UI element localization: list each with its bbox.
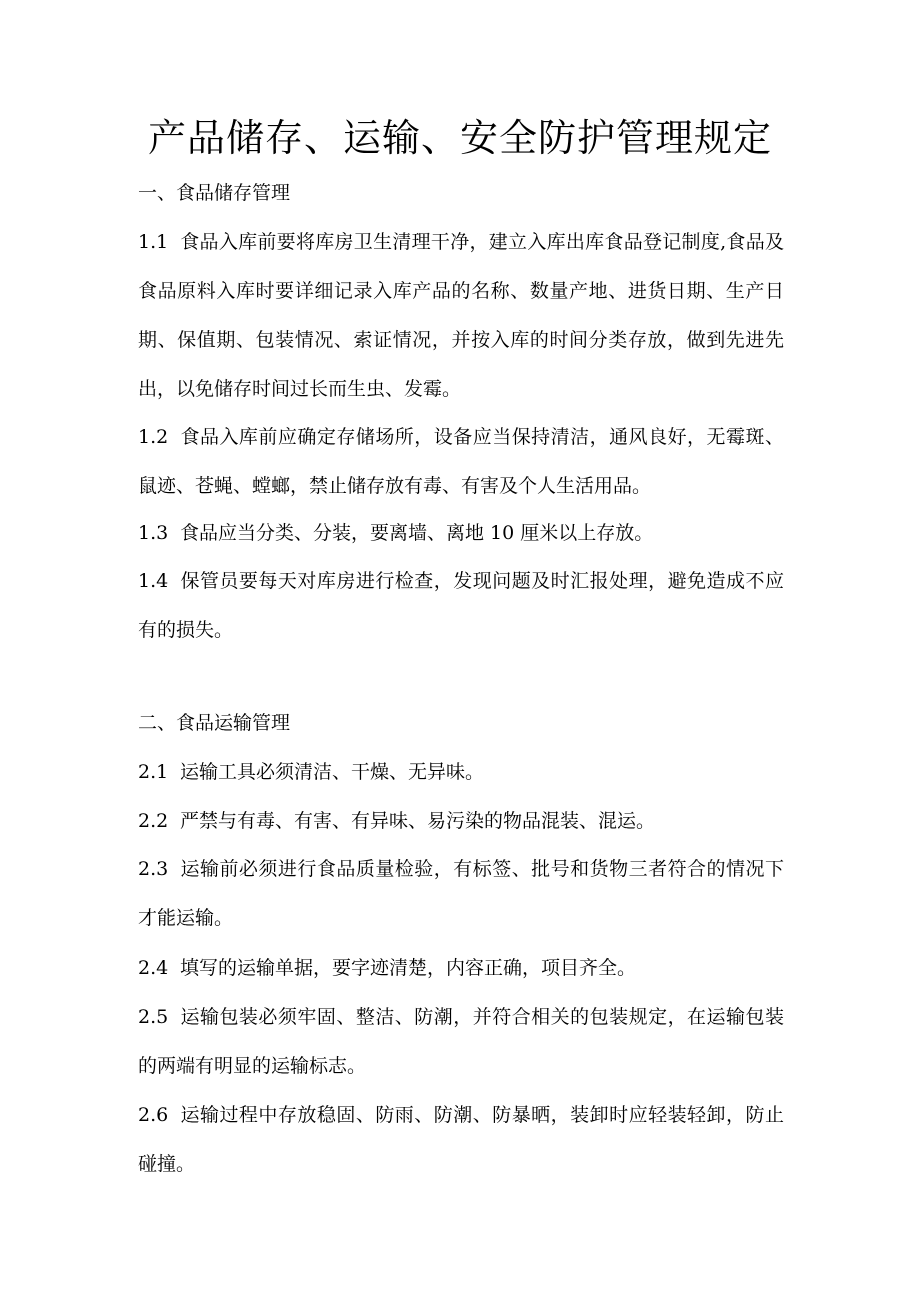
clause-1-3 bbox=[138, 509, 784, 558]
clause-number: 2.6 bbox=[138, 1104, 169, 1126]
clause-number: 2.2 bbox=[138, 810, 169, 832]
clause-2-1 bbox=[138, 748, 784, 797]
clause-number: 1.3 bbox=[138, 522, 169, 544]
clause-text: 运输包装必须牢固、整洁、防潮，并符合相关的包装规定，在运输包装的两端有明显的运输标志。 bbox=[138, 1006, 784, 1077]
clause-2-6 bbox=[138, 1091, 784, 1189]
clause-2-2 bbox=[138, 797, 784, 846]
clause-text: 运输工具必须清洁、干燥、无异味。 bbox=[180, 761, 485, 783]
clause-text: 食品入库前应确定存储场所，设备应当保持清洁，通风良好，无霉斑、鼠迹、苍蝇、螳螂，禁止储存放有毒、有害及个人生活用品。 bbox=[138, 426, 784, 497]
clause-number: 2.1 bbox=[138, 761, 169, 783]
clause-text: 食品入库前要将库房卫生清理干净，建立入库出库食品登记制度,食品及食品原料入库时要详细记录入库产品的名称、数量产地、进货日期、生产日期、保值期、包装情况、索证情况，并按入库的时间分类存放，做到先进先出，以免储存时间过长而生虫、发霉。 bbox=[138, 231, 784, 400]
clause-number: 2.5 bbox=[138, 1006, 169, 1028]
clause-number: 1.1 bbox=[138, 231, 169, 253]
clause-number: 1.2 bbox=[138, 426, 169, 448]
clause-1-2 bbox=[138, 413, 784, 511]
clause-2-4 bbox=[138, 944, 784, 993]
clause-number: 2.4 bbox=[138, 957, 169, 979]
section-heading-transport: 二、食品运输管理 bbox=[138, 712, 291, 734]
clause-text: 保管员要每天对库房进行检查，发现问题及时汇报处理，避免造成不应有的损失。 bbox=[138, 570, 784, 641]
clause-text: 运输前必须进行食品质量检验，有标签、批号和货物三者符合的情况下才能运输。 bbox=[138, 858, 784, 929]
clause-number: 1.4 bbox=[138, 570, 169, 592]
section-heading-storage: 一、食品储存管理 bbox=[138, 182, 291, 204]
clause-text: 运输过程中存放稳固、防雨、防潮、防暴晒，装卸时应轻装轻卸，防止碰撞。 bbox=[138, 1104, 784, 1175]
clause-2-5 bbox=[138, 993, 784, 1091]
clause-text: 填写的运输单据，要字迹清楚，内容正确，项目齐全。 bbox=[180, 957, 637, 979]
clause-1-4 bbox=[138, 557, 784, 655]
clause-number: 2.3 bbox=[138, 858, 169, 880]
page-title: 产品储存、运输、安全防护管理规定 bbox=[147, 116, 772, 160]
clause-2-3 bbox=[138, 845, 784, 943]
clause-text: 严禁与有毒、有害、有异味、易污染的物品混装、混运。 bbox=[180, 810, 656, 832]
clause-text: 食品应当分类、分装，要离墙、离地 10 厘米以上存放。 bbox=[180, 522, 654, 544]
clause-1-1 bbox=[138, 218, 784, 414]
